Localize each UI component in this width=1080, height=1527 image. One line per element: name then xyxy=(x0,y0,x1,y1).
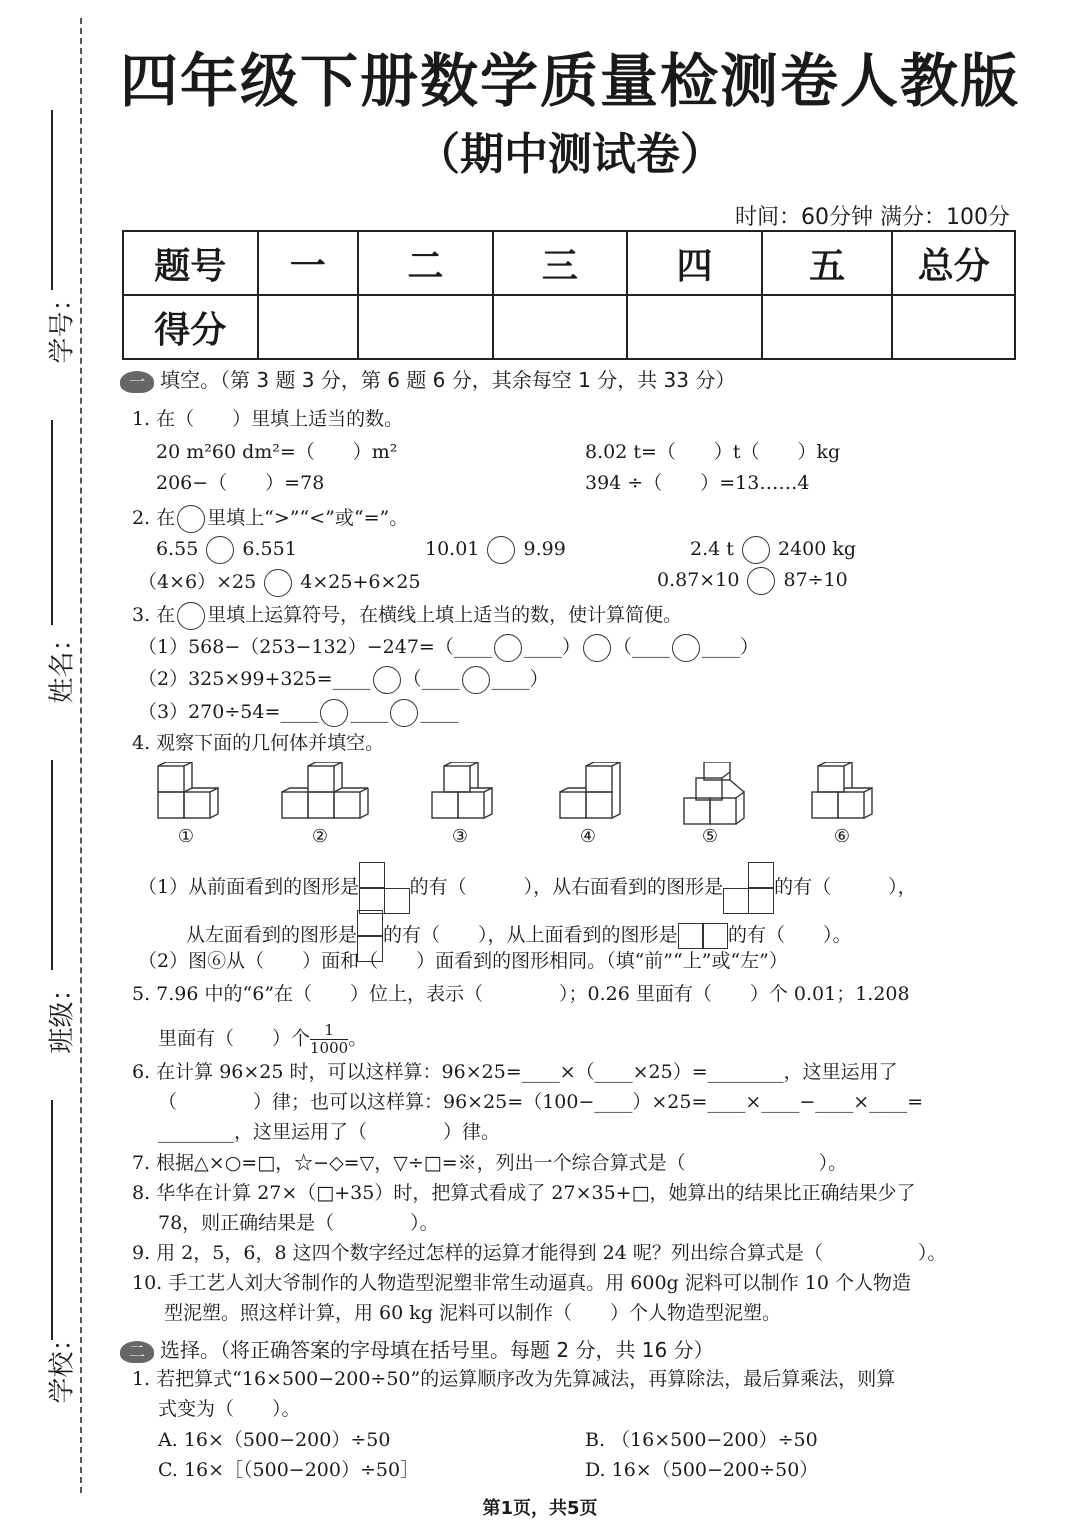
section2-badge: 二 xyxy=(120,1341,154,1363)
compare-circle[interactable] xyxy=(264,569,292,597)
score-row-label: 得分 xyxy=(123,295,258,359)
operator-circle[interactable] xyxy=(462,666,490,694)
score-header-cell: 题号 xyxy=(123,231,258,295)
q9[interactable]: 9. 用 2，5，6，8 这四个数字经过怎样的运算才能得到 24 呢？列出综合算式是（ ）。 xyxy=(132,1242,947,1264)
section2-title: 选择。（将正确答案的字母填在括号里。每题 2 分，共 16 分） xyxy=(160,1338,714,1362)
q3-pre: 3. 在 xyxy=(132,604,176,626)
q10a: 10. 手工艺人刘大爷制作的人物造型泥塑非常生动逼真。用 600g 泥料可以制作 10 个人物造 xyxy=(132,1272,912,1294)
cube-figure-1 xyxy=(156,762,226,822)
q2d-left: （4×6）×25 xyxy=(138,571,257,593)
cube-figure-4 xyxy=(558,762,628,822)
q2b-left: 10.01 xyxy=(425,538,480,560)
q3-post: 里填上运算符号，在横线上填上适当的数，使计算简便。 xyxy=(207,604,683,626)
top-view-icon xyxy=(678,924,729,946)
score-input-cell[interactable] xyxy=(258,295,358,359)
student-number-field[interactable] xyxy=(20,110,90,370)
q3-text xyxy=(132,600,682,630)
fraction-denominator: 1000 xyxy=(310,1039,349,1057)
q1-text: 1. 在（ ）里填上适当的数。 xyxy=(132,408,404,430)
q1a-text[interactable]: 20 m²60 dm²=（ ）m² xyxy=(156,441,398,463)
school-line xyxy=(51,1100,53,1340)
score-input-cell[interactable] xyxy=(892,295,1015,359)
exam-meta: 时间：60分钟 满分：100分 xyxy=(735,205,1010,230)
q3b-text: （2）325×99+325= xyxy=(138,668,333,690)
q5b[interactable]: 里面有（ ）个 $\frac{1}{1000}$ 。 xyxy=(158,1021,368,1057)
figure-label: ⑤ xyxy=(701,826,719,847)
compare-circle[interactable] xyxy=(487,536,515,564)
q4-1a: （1）从前面看到的图形是 xyxy=(138,876,360,898)
figure-label: ④ xyxy=(579,826,597,847)
q2a xyxy=(156,536,297,564)
q1b-text[interactable]: 8.02 t=（ ）t（ ）kg xyxy=(585,441,841,463)
q2-pre: 2. 在 xyxy=(132,507,176,529)
score-header-cell: 四 xyxy=(627,231,762,295)
score-header-cell: 三 xyxy=(493,231,628,295)
q8b[interactable]: 78，则正确结果是（ ）。 xyxy=(158,1212,439,1234)
q3b[interactable]: （2）325×99+325=____ （____ ____） xyxy=(138,664,549,694)
school-label: 学校： xyxy=(47,1325,78,1404)
q2e-right: 87÷10 xyxy=(783,569,848,591)
figure-label: ③ xyxy=(451,826,469,847)
q3a-text: （1）568−（253−132）−247=（ xyxy=(138,636,454,658)
circle-icon xyxy=(177,505,205,533)
exam-title: 四年级下册数学质量检测卷人教版 xyxy=(120,47,1021,115)
q2c-left: 2.4 t xyxy=(690,538,734,560)
student-number-label: 学号： xyxy=(47,285,78,364)
right-view-icon xyxy=(723,862,774,914)
compare-circle[interactable] xyxy=(206,536,234,564)
class-field[interactable] xyxy=(20,760,90,1060)
section1-header xyxy=(120,364,735,393)
cube-figure-6 xyxy=(810,762,890,822)
section1-badge: 一 xyxy=(120,371,154,393)
operator-circle[interactable] xyxy=(494,634,522,662)
s2-q1a: 1. 若把算式“16×500−200÷50”的运算顺序改为先算减法，再算除法，最后算乘法，则算 xyxy=(132,1368,896,1390)
section1-title: 填空。（第 3 题 3 分，第 6 题 6 分，其余每空 1 分，共 33 分） xyxy=(160,368,736,392)
compare-circle[interactable] xyxy=(742,536,770,564)
operator-circle[interactable] xyxy=(583,634,611,662)
section2-header xyxy=(120,1334,714,1363)
q2e xyxy=(657,567,848,595)
fraction-numerator: 1 xyxy=(310,1022,348,1040)
q7[interactable]: 7. 根据△×○=□，☆−◇=▽，▽÷□=※，列出一个综合算式是（ ）。 xyxy=(132,1152,848,1174)
name-label: 姓名： xyxy=(47,625,78,704)
q4-1d: 从左面看到的图形是 xyxy=(186,924,358,946)
figure-label: ⑥ xyxy=(833,826,851,847)
q1c-text[interactable]: 206−（ ）=78 xyxy=(156,472,325,494)
q2a-left: 6.55 xyxy=(156,538,199,560)
q6b[interactable]: （ ）律；也可以这样算：96×25=（100−____）×25=____×____−____×____= xyxy=(158,1091,924,1113)
q10b[interactable]: 型泥塑。照这样计算，用 60 kg 泥料可以制作（ ）个人物造型泥塑。 xyxy=(164,1302,781,1324)
binding-margin xyxy=(0,0,100,1527)
figure-label: ① xyxy=(177,826,195,847)
score-input-cell[interactable] xyxy=(762,295,893,359)
q5b-text: 里面有（ ）个 xyxy=(158,1027,311,1050)
score-header-cell: 二 xyxy=(358,231,493,295)
q2d xyxy=(138,567,421,597)
operator-circle[interactable] xyxy=(320,699,348,727)
s2-q1b[interactable]: 式变为（ ）。 xyxy=(158,1398,301,1420)
q4-1c: 的有（ ）， xyxy=(774,876,917,898)
q1d-text[interactable]: 394 ÷（ ）=13……4 xyxy=(585,472,810,494)
q2b xyxy=(425,536,566,564)
q3c[interactable]: （3）270÷54=____ ____ ____ xyxy=(138,697,458,727)
q2b-right: 9.99 xyxy=(523,538,566,560)
q4-1f: 的有（ ）。 xyxy=(728,924,852,946)
operator-circle[interactable] xyxy=(390,699,418,727)
compare-circle[interactable] xyxy=(747,567,775,595)
q2c xyxy=(690,536,856,564)
score-input-cell[interactable] xyxy=(627,295,762,359)
q8a: 8. 华华在计算 27×（□+35）时，把算式看成了 27×35+□，她算出的结果比正确结果少了 xyxy=(132,1182,916,1204)
operator-circle[interactable] xyxy=(373,666,401,694)
q4-1b: 的有（ ），从右面看到的图形是 xyxy=(409,876,724,898)
cube-figure-2 xyxy=(280,762,370,822)
front-view-icon xyxy=(359,862,410,914)
q4-1e: 的有（ ），从上面看到的图形是 xyxy=(383,924,678,946)
q6c[interactable]: ________，这里运用了（ ）律。 xyxy=(158,1121,501,1143)
cube-figure-5 xyxy=(682,762,762,828)
q4-2[interactable]: （2）图⑥从（ ）面和（ ）面看到的图形相同。（填“前”“上”或“左”） xyxy=(138,950,788,972)
score-table xyxy=(122,230,1016,360)
q5a[interactable]: 5. 7.96 中的“6”在（ ）位上，表示（ ）；0.26 里面有（ ）个 0.01；1.208 xyxy=(132,983,910,1005)
geometry-figures xyxy=(150,762,910,852)
score-input-cell[interactable] xyxy=(358,295,493,359)
school-field[interactable] xyxy=(20,1100,90,1404)
option-d[interactable]: D. 16×（500−200÷50） xyxy=(585,1459,819,1481)
score-value-row xyxy=(123,295,1015,359)
q4-1-line1 xyxy=(138,862,917,914)
circle-icon xyxy=(177,602,205,630)
q6a[interactable]: 6. 在计算 96×25 时，可以这样算：96×25=____×（____×25）=________，这里运用了 xyxy=(132,1061,898,1083)
q2d-right: 4×25+6×25 xyxy=(300,571,421,593)
q2-post: 里填上“>”“<”或“=”。 xyxy=(207,507,409,529)
option-a[interactable]: A. 16×（500−200）÷50 xyxy=(158,1429,391,1451)
class-line xyxy=(51,760,53,970)
name-field[interactable] xyxy=(20,420,90,710)
option-b[interactable]: B. （16×500−200）÷50 xyxy=(585,1429,818,1451)
option-c[interactable]: C. 16×［（500−200）÷50］ xyxy=(158,1459,420,1481)
fraction xyxy=(310,1022,348,1057)
q2e-left: 0.87×10 xyxy=(657,569,740,591)
cube-figure-3 xyxy=(430,762,510,822)
class-label: 班级： xyxy=(47,975,78,1054)
score-input-cell[interactable] xyxy=(493,295,628,359)
score-header-row xyxy=(123,231,1015,295)
q3a[interactable]: （1）568−（253−132）−247=（____ ____） （____ ____） xyxy=(138,632,759,662)
score-header-cell: 五 xyxy=(762,231,893,295)
student-number-line xyxy=(51,110,53,290)
q2a-right: 6.551 xyxy=(242,538,297,560)
q2c-right: 2400 kg xyxy=(778,538,857,560)
page-footer: 第1页，共5页 xyxy=(482,1498,598,1519)
score-header-cell: 一 xyxy=(258,231,358,295)
q4-text: 4. 观察下面的几何体并填空。 xyxy=(132,732,385,754)
score-header-cell: 总分 xyxy=(892,231,1015,295)
operator-circle[interactable] xyxy=(672,634,700,662)
q2-text xyxy=(132,503,408,533)
figure-label: ② xyxy=(311,826,329,847)
q3c-text: （3）270÷54= xyxy=(138,701,281,723)
name-line xyxy=(51,420,53,625)
exam-subtitle: （期中测试卷） xyxy=(416,129,724,180)
